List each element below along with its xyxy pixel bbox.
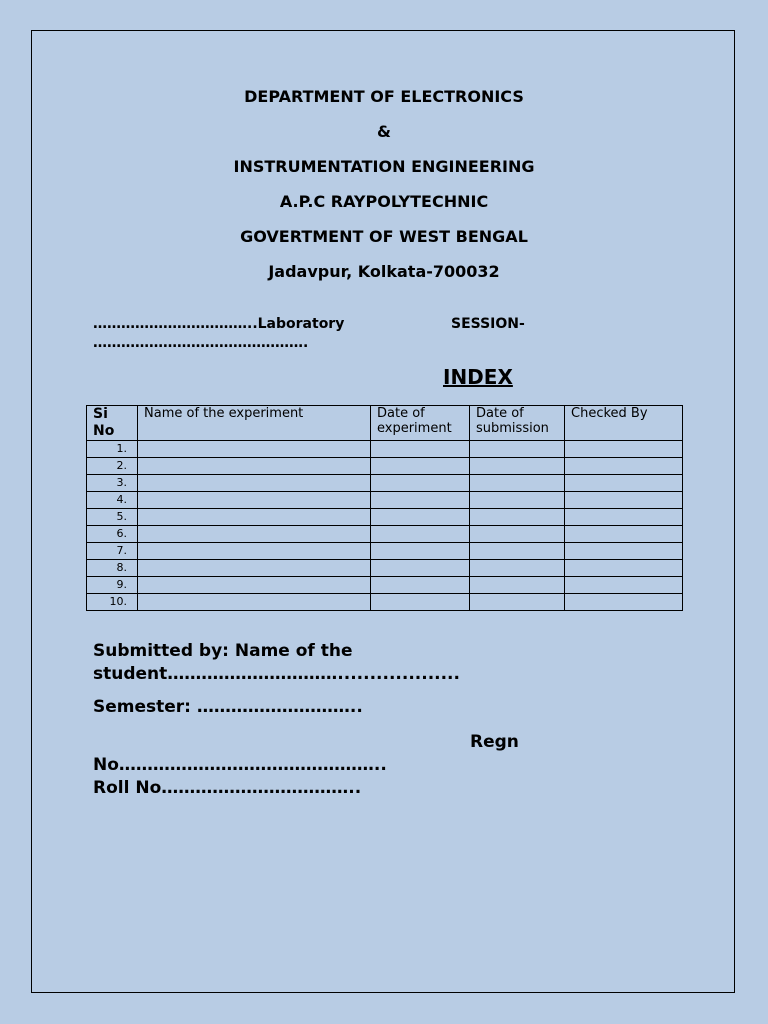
session-blank: ………………………………………. xyxy=(93,335,309,351)
row-number: 8. xyxy=(87,560,138,577)
cell-checked xyxy=(565,458,683,475)
cell-name xyxy=(138,543,371,560)
roll-number-blank: Roll No…………………………….. xyxy=(93,778,362,798)
row-number: 2. xyxy=(87,458,138,475)
table-header-row xyxy=(87,406,683,441)
cell-date-exp xyxy=(371,441,470,458)
regn-label: Regn xyxy=(470,732,519,752)
submitted-by-label: Submitted by: Name of the xyxy=(93,641,353,661)
index-table xyxy=(86,405,683,611)
ampersand: & xyxy=(377,122,391,141)
header-si: Si xyxy=(93,406,108,422)
header-checked-by: Checked By xyxy=(565,406,683,441)
table-row xyxy=(87,594,683,611)
row-number: 6. xyxy=(87,526,138,543)
address: Jadavpur, Kolkata-700032 xyxy=(268,262,500,281)
cell-date-sub xyxy=(470,543,565,560)
cell-checked xyxy=(565,526,683,543)
header-name-of-experiment: Name of the experiment xyxy=(138,406,371,441)
cell-name xyxy=(138,475,371,492)
table-row xyxy=(87,577,683,594)
session-label: SESSION- xyxy=(451,316,525,332)
cell-name xyxy=(138,577,371,594)
table-row xyxy=(87,441,683,458)
cell-name xyxy=(138,441,371,458)
cell-name xyxy=(138,594,371,611)
cell-date-sub xyxy=(470,458,565,475)
cell-checked xyxy=(565,577,683,594)
cell-date-exp xyxy=(371,458,470,475)
row-number: 1. xyxy=(87,441,138,458)
table-row xyxy=(87,560,683,577)
cell-date-exp xyxy=(371,492,470,509)
student-name-blank: student…………………………................... xyxy=(93,664,460,684)
cell-name xyxy=(138,458,371,475)
cell-checked xyxy=(565,492,683,509)
header-no: No xyxy=(93,423,115,439)
cell-date-sub xyxy=(470,526,565,543)
table-row xyxy=(87,526,683,543)
table-row xyxy=(87,475,683,492)
header-date-of-submission: Date of submission xyxy=(470,406,565,441)
cell-checked xyxy=(565,441,683,458)
cell-date-exp xyxy=(371,577,470,594)
laboratory-session-line xyxy=(93,315,693,351)
row-number: 3. xyxy=(87,475,138,492)
cell-checked xyxy=(565,560,683,577)
semester-blank: Semester: ……………………….. xyxy=(93,697,363,717)
header-date-of-experiment: Date of experiment xyxy=(371,406,470,441)
cell-date-exp xyxy=(371,543,470,560)
cell-name xyxy=(138,509,371,526)
row-number: 4. xyxy=(87,492,138,509)
submission-details xyxy=(93,640,693,800)
table-row xyxy=(87,458,683,475)
cell-date-exp xyxy=(371,475,470,492)
engineering-title: INSTRUMENTATION ENGINEERING xyxy=(233,157,535,176)
row-number: 5. xyxy=(87,509,138,526)
cell-name xyxy=(138,492,371,509)
row-number: 9. xyxy=(87,577,138,594)
row-number: 7. xyxy=(87,543,138,560)
index-title: INDEX xyxy=(443,365,513,389)
cell-date-sub xyxy=(470,577,565,594)
cell-checked xyxy=(565,509,683,526)
cell-date-exp xyxy=(371,560,470,577)
department-title: DEPARTMENT OF ELECTRONICS xyxy=(244,87,524,106)
header-si-no xyxy=(87,406,138,441)
cell-date-sub xyxy=(470,560,565,577)
table-row xyxy=(87,509,683,526)
laboratory-label: ……………………………..Laboratory xyxy=(93,316,345,332)
cell-date-sub xyxy=(470,509,565,526)
institution-heading xyxy=(0,86,768,296)
cell-date-sub xyxy=(470,492,565,509)
cell-date-exp xyxy=(371,509,470,526)
table-row xyxy=(87,543,683,560)
row-number: 10. xyxy=(87,594,138,611)
cell-date-exp xyxy=(371,594,470,611)
cell-name xyxy=(138,560,371,577)
cell-date-sub xyxy=(470,594,565,611)
cell-checked xyxy=(565,475,683,492)
regn-number-blank: No……………………………………….. xyxy=(93,755,387,775)
cell-date-sub xyxy=(470,475,565,492)
government-name: GOVERTMENT OF WEST BENGAL xyxy=(240,227,528,246)
cell-checked xyxy=(565,543,683,560)
cell-name xyxy=(138,526,371,543)
college-name: A.P.C RAYPOLYTECHNIC xyxy=(279,192,489,211)
cell-checked xyxy=(565,594,683,611)
cell-date-sub xyxy=(470,441,565,458)
cell-date-exp xyxy=(371,526,470,543)
table-row xyxy=(87,492,683,509)
